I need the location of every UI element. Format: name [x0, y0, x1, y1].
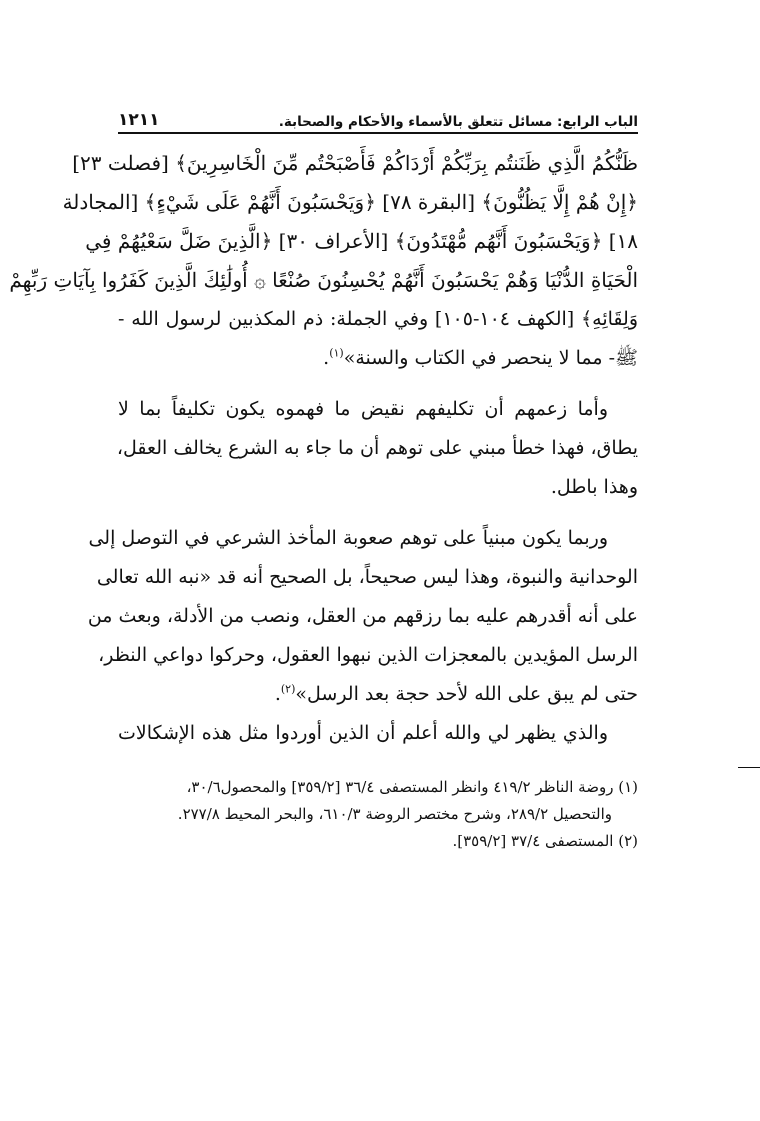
text-span: ﷺ- مما لا ينحصر في الكتاب والسنة» [343, 347, 638, 369]
text-line: ﴿إِنْ هُمْ إِلَّا يَظُنُّونَ﴾ [البقرة ٧٨] ﴿وَيَحْسَبُونَ أَنَّهُمْ عَلَى شَيْءٍ﴾ [المجادلة [62, 190, 638, 214]
footnote-separator [738, 767, 760, 768]
text-line: ١٨] ﴿وَيَحْسَبُونَ أَنَّهُم مُّهْتَدُونَ﴾ [الأعراف ٣٠] ﴿الَّذِينَ ضَلَّ سَعْيُهُمْ فِي [85, 229, 638, 253]
running-header [118, 104, 638, 134]
text-line: وأما زعمهم أن تكليفهم نقيض ما فهموه يكون تكليفاً بما لا [118, 398, 608, 420]
text-line: الْحَيَاةِ الدُّنْيَا وَهُمْ يَحْسَبُونَ أَنَّهُمْ يُحْسِنُونَ صُنْعًا ۞ أُولَٰئِكَ الَّذِينَ كَفَرُوا بِآيَاتِ رَبِّهِمْ [9, 268, 638, 292]
body-text [9, 144, 638, 753]
text-line: وربما يكون مبنياً على توهم صعوبة المأخذ الشرعي في التوصل إلى [88, 527, 608, 549]
text-line: ظَنُّكُمُ الَّذِي ظَنَنتُم بِرَبِّكُمْ أَرْدَاكُمْ فَأَصْبَحْتُم مِّنَ الْخَاسِرِينَ﴾ [فصلت ٢٣] [72, 151, 638, 175]
text-line: الوحدانية والنبوة، وهذا ليس صحيحاً، بل الصحيح أنه قد «نبه الله تعالى [96, 566, 638, 588]
text-span: حتى لم يبق على الله لأحد حجة بعد الرسل» [295, 683, 638, 705]
text-line: وَلِقَائِهِ﴾ [الكهف ١٠٤-١٠٥] وفي الجملة: ذم المكذبين لرسول الله - [118, 308, 638, 330]
text-line: والذي يظهر لي والله أعلم أن الذين أوردوا مثل هذه الإشكالات [118, 722, 608, 744]
text-line: الرسل المؤيدين بالمعجزات الذين نبهوا العقول، وحركوا دواعي النظر، [98, 644, 638, 666]
footnote: (١) روضة الناظر ٤١٩/٢ وانظر المستصفى ٣٦/٤ [٣٥٩/٢] والمحصول٣٠/٦، [186, 778, 638, 796]
period: . [323, 347, 330, 369]
footnote-ref: (١) [329, 346, 344, 360]
text-line [118, 339, 638, 378]
text-line [118, 675, 638, 714]
footnote: (٢) المستصفى ٣٧/٤ [٣٥٩/٢]. [452, 832, 638, 850]
page-number: ١٢١١ [118, 110, 160, 130]
book-page [9, 104, 638, 1004]
text-line: على أنه أقدرهم عليه بما رزقهم من العقل، ونصب من الأدلة، وبعث من [87, 605, 638, 627]
text-line: يطاق، فهذا خطأ مبني على توهم أن ما جاء به الشرع يخالف العقل، [116, 437, 638, 459]
period: . [274, 683, 281, 705]
footnote: والتحصيل ٢٨٩/٢، وشرح مختصر الروضة ٦١٠/٣، والبحر المحيط ٢٧٧/٨. [177, 805, 612, 823]
footnotes [118, 774, 638, 855]
text-line: وهذا باطل. [550, 476, 638, 498]
chapter-title: الباب الرابع: مسائل تتعلق بالأسماء والأحكام والصحابة. [278, 114, 638, 130]
footnote-ref: (٢) [280, 682, 296, 696]
